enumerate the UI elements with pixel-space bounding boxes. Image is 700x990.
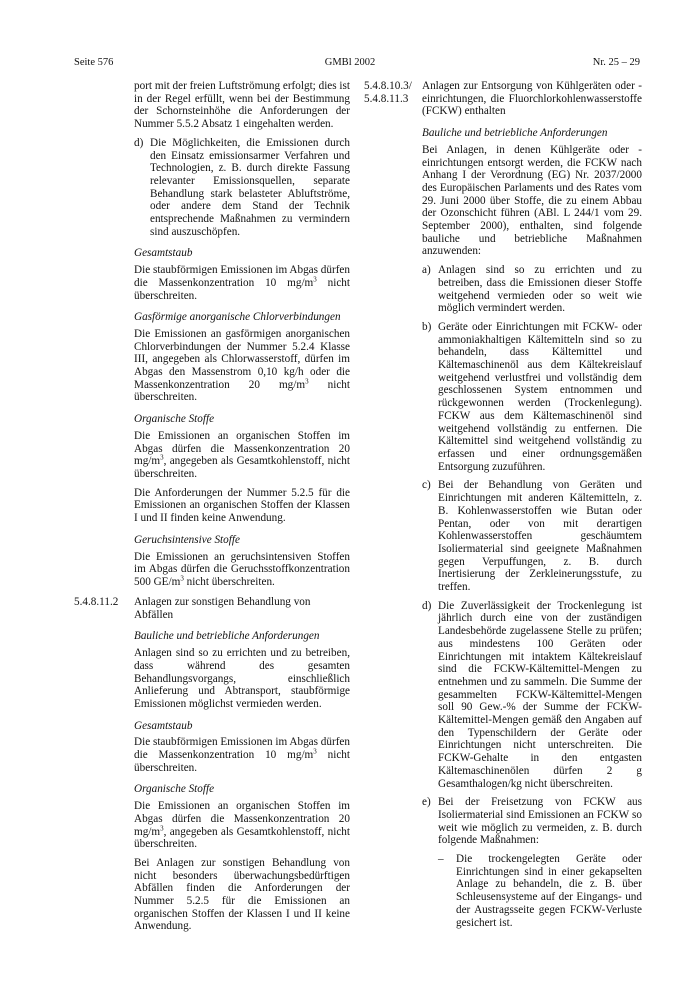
paragraph-organisch: Die Emissionen an organischen Stoffen im Abgas dürfen die Massenkonzentration 20 $mg/m^3$, angegeben als Gesamtkohlenstoff, nicht überschreiten.: [134, 429, 350, 480]
heading-organisch: Organische Stoffe: [134, 413, 215, 426]
section-title-right: Anlagen zur Entsorgung von Kühlgeräten oder -einrichtungen, die Fluorchlorkohlenwasserstoffe (FCKW) enthalten: [422, 80, 642, 118]
list-item: c) Bei der Behandlung von Geräten und Einrichtungen mit anderen Kältemitteln, z. B. Kohlenwasserstoffen wie Butan oder Pentan, oder von mit derartigen Kohlenwasserstoffen geschäumtem Isoliermaterial sind geeignete Maßnahmen gegen Verpuffungen, z. B. durch Inertisierung der Zerkleinerungsstufe, zu treffen.: [422, 479, 642, 594]
paragraph-chlor: Die Emissionen an gasförmigen anorganischen Chlorverbindungen der Nummer 5.2.4 Klasse III, angegeben als Chlorwasserstoff, dürfen im Abgas den Massenstrom 0,10 kg/h oder die Massenkonzentration 20 $mg/m^3$ nicht überschreiten.: [134, 327, 350, 404]
list-label: d): [134, 136, 144, 149]
paragraph-organisch-3: Die Emissionen an organischen Stoffen im Abgas dürfen die Massenkonzentration 20 $mg/m^3$, angegeben als Gesamtkohlenstoff, nicht überschreiten.: [134, 800, 350, 851]
section-number-left: 5.4.8.11.2: [74, 596, 119, 608]
paragraph-organisch-2: Die Anforderungen der Nummer 5.2.5 für die Emissionen an organischen Stoffen der Klassen I und II finden keine Anwendung.: [134, 486, 350, 525]
paragraph-gesamtstaub: Die staubförmigen Emissionen im Abgas dürfen die Massenkonzentration 10 $mg/m^3$ nicht überschreiten.: [134, 264, 351, 302]
list-item: b) Geräte oder Einrichtungen mit FCKW- oder ammoniakhaltigen Kältemitteln sind so zu behandeln, dass Kältemittel und Kältemaschinenöl aus dem Kältekreislauf weitgehend verlustfrei und vollständig dem geschlossenen System entnommen und rückgewonnen werden (Trockenlegung). FCKW aus dem Kältemaschinenöl sind weitgehend vollständig zu entfernen. Die Kältemittel sind weitgehend vollständig zu erfassen und einer ordnungsgemäßen Entsorgung zuzuführen.: [422, 320, 642, 473]
left-column: [134, 80, 350, 595]
paragraph-intro-right: Bei Anlagen, in denen Kühlgeräte oder -einrichtungen entsorgt werden, die FCKW nach Anhang I der Verordnung (EG) Nr. 2037/2000 des Europäischen Parlaments und des Rates vom 29. Juni 2000 über Stoffe, die zu einem Abbau der Ozonschicht führen (ABl. L 244/1 vom 29. September 2000), enthalten, sind folgende bauliche und betriebliche Maßnahmen anzuwenden:: [422, 143, 642, 258]
issue-number: Nr. 25 – 29: [592, 57, 640, 68]
section-number-right: 5.4.8.10.3/ 5.4.8.11.3: [364, 80, 412, 105]
list-text: Die Möglichkeiten, die Emissionen durch den Einsatz emissionsarmer Verfahren und Technologien, z. B. durch direkte Fassung relevanter Emissionsquellen, separate Behandlung stark belasteter Abluftströme, oder andere dem Stand der Technik entsprechende Maßnahmen zu vermindern sind auszuschöpfen.: [150, 136, 350, 238]
journal-title: GMBl 2002: [324, 57, 376, 68]
dash-item: – Die trockengelegten Geräte oder Einrichtungen sind in einer gekapselten Anlage zu behandeln, die z. B. über Schleusensysteme auf der Eingangs- und der Austragsseite gegen FCKW-Verluste gesichert ist.: [438, 853, 642, 929]
paragraph-geruch: Die Emissionen an geruchsintensiven Stoffen im Abgas dürfen die Geruchsstoffkonzentration 500 $GE/m^3$ nicht überschreiten.: [134, 550, 350, 588]
list-item: a) Anlagen sind so zu errichten und zu betreiben, dass die Emissionen dieser Stoffe weitgehend vermieden oder so weit wie möglich vermindert werden.: [422, 264, 642, 315]
heading-organisch-2: Organische Stoffe: [134, 783, 215, 796]
paragraph-organisch-4: Bei Anlagen zur sonstigen Behandlung von nicht besonders überwachungsbedürftigen Abfällen finden die Anforderungen der Nummer 5.2.5 für die Emissionen an organischen Stoffen der Klassen I und II keine Anwendung.: [134, 856, 350, 933]
paragraph-bauliche: Anlagen sind so zu errichten und zu betreiben, dass während des gesamten Behandlungsvorgangs, einschließlich Anlieferung und Abtransport, staubförmige Emissionen möglichst vermieden werden.: [134, 647, 350, 710]
paragraph-gesamtstaub-2: Die staubförmigen Emissionen im Abgas dürfen die Massenkonzentration 10 $mg/m^3$ nicht überschreiten.: [134, 736, 351, 774]
list-item: d) Die Zuverlässigkeit der Trockenlegung ist jährlich durch eine von der zuständigen Landesbehörde zugelassene Stelle zu prüfen; aus mindestens 100 Geräten oder Einrichtungen mit intaktem Kältekreislauf sind die FCKW-Kältemittel-Mengen zu entnehmen und zu sammeln. Die Summe der gesammelten FCKW-Kältemittel-Mengen soll 90 Gew.-% der Summe der FCKW-Kältemittel-Mengen gemäß den Angaben auf den Typenschildern der Geräte oder Einrichtungen nicht unterschreiten. Die FCKW-Gehalte in den entgasten Kältemaschinenölen dürfen 2 g Gesamthalogen/kg nicht überschreiten.: [422, 599, 642, 790]
heading-gesamtstaub: Gesamtstaub: [134, 247, 193, 260]
left-column-section2: [134, 596, 350, 939]
list-item-d: [134, 137, 350, 239]
page-number: Seite 576: [74, 57, 114, 68]
heading-bauliche-right: Bauliche und betriebliche Anforderungen: [422, 127, 608, 140]
right-column: [422, 80, 642, 935]
heading-gesamtstaub-2: Gesamtstaub: [134, 719, 193, 732]
continuation-paragraph: port mit der freien Luftströmung erfolgt; dies ist in der Regel erfüllt, wenn bei der Bestimmung der Schornsteinhöhe die Anforderungen der Nummer 5.5.2 Absatz 1 eingehalten werden.: [134, 80, 350, 131]
heading-chlor: Gasförmige anorganische Chlorverbindungen: [134, 311, 341, 324]
section-title: Anlagen zur sonstigen Behandlung von Abfällen: [134, 596, 311, 621]
heading-geruch: Geruchsintensive Stoffe: [134, 533, 240, 546]
list-item: e) Bei der Freisetzung von FCKW aus Isoliermaterial sind Emissionen an FCKW so weit wie möglich zu vermeiden, z. B. durch folgende Maßnahmen:: [422, 796, 642, 847]
heading-bauliche: Bauliche und betriebliche Anforderungen: [134, 630, 320, 643]
